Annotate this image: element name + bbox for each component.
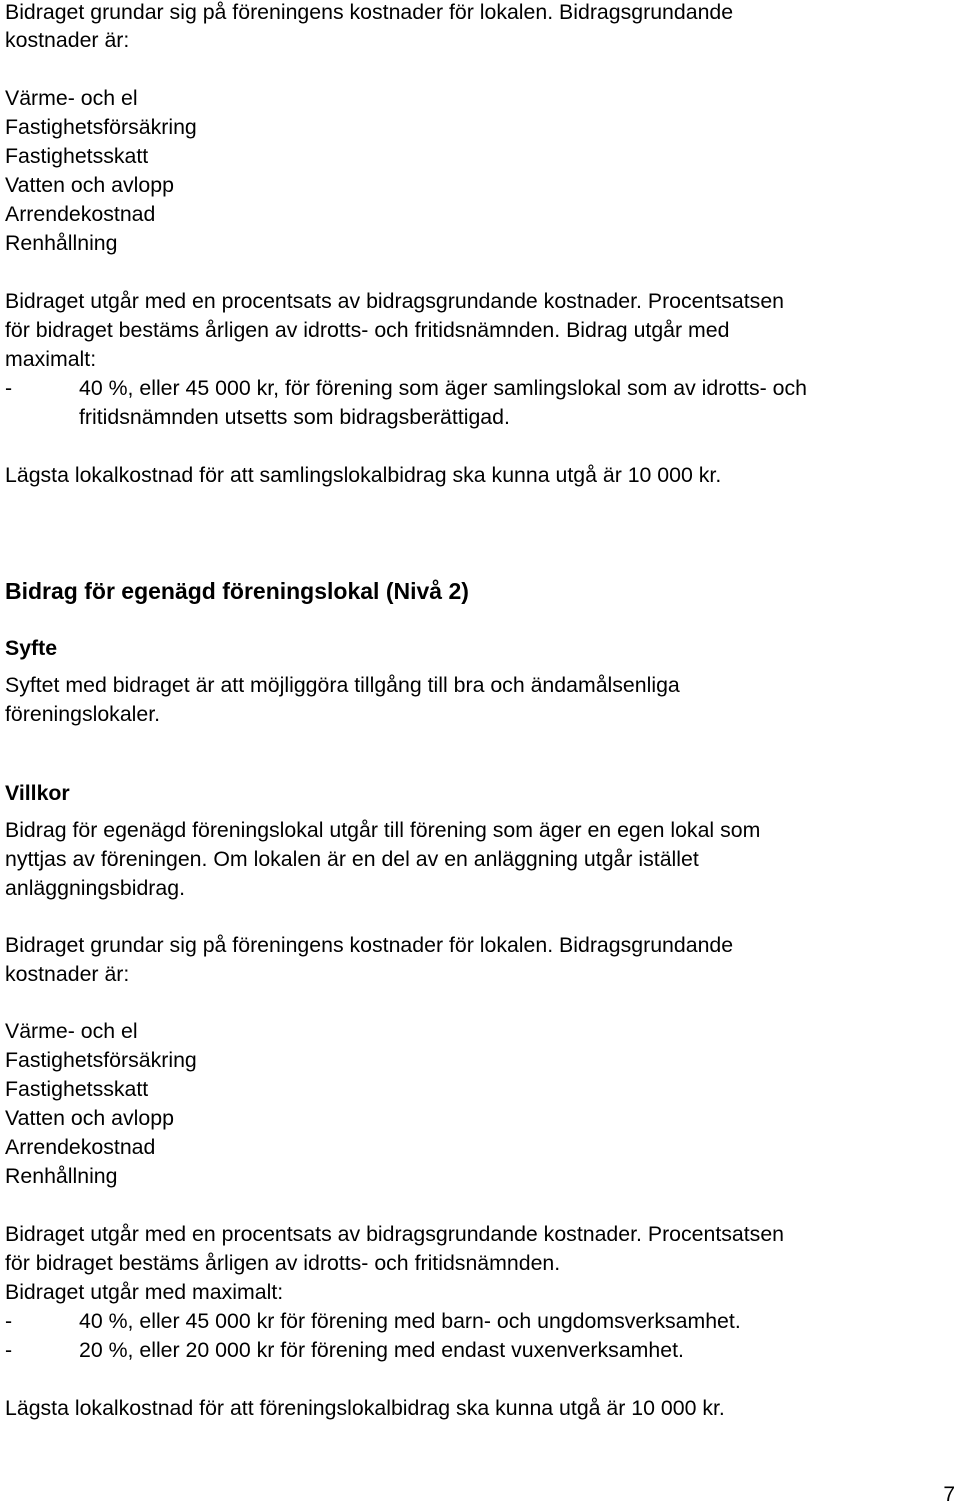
paragraph-line: Bidraget utgår med en procentsats av bidragsgrundande kostnader. Procentsatsen	[5, 289, 785, 313]
bullet-dash: -	[5, 1309, 13, 1333]
minimum-cost-note: Lägsta lokalkostnad för att samlingslokalbidrag ska kunna utgå är 10 000 kr.	[5, 463, 722, 487]
bullet-text: 40 %, eller 45 000 kr, för förening som äger samlingslokal som av idrotts- och	[79, 376, 807, 400]
paragraph-line: för bidraget bestäms årligen av idrotts- och fritidsnämnden. Bidrag utgår med	[5, 318, 730, 342]
paragraph-line: Bidrag för egenägd föreningslokal utgår till förening som äger en egen lokal som	[5, 818, 761, 842]
paragraph-line: Bidraget utgår med en procentsats av bidragsgrundande kostnader. Procentsatsen	[5, 1222, 785, 1246]
bullet-item	[5, 1307, 955, 1336]
cost-item: Fastighetsskatt	[5, 144, 149, 168]
bullet-dash: -	[5, 1338, 13, 1362]
conditions-heading: Villkor	[5, 781, 70, 805]
paragraph-line: nyttjas av föreningen. Om lokalen är en del av en anläggning utgår istället	[5, 847, 699, 871]
paragraph-line: Bidraget utgår med maximalt:	[5, 1280, 284, 1304]
cost-item: Arrendekostnad	[5, 1135, 156, 1159]
paragraph-line: Bidraget grundar sig på föreningens kostnader för lokalen. Bidragsgrundande	[5, 0, 734, 24]
document-body	[5, 0, 955, 1423]
paragraph-line: för bidraget bestäms årligen av idrotts- och fritidsnämnden.	[5, 1251, 561, 1275]
paragraph-line: Syftet med bidraget är att möjliggöra tillgång till bra och ändamålsenliga	[5, 673, 680, 697]
paragraph-line: föreningslokaler.	[5, 702, 161, 726]
cost-item: Värme- och el	[5, 86, 138, 110]
section-heading: Bidrag för egenägd föreningslokal (Nivå 2)	[5, 578, 469, 604]
purpose-heading: Syfte	[5, 636, 58, 660]
bullet-dash: -	[5, 376, 13, 400]
cost-item: Fastighetsförsäkring	[5, 1048, 197, 1072]
cost-list	[5, 84, 955, 258]
paragraph-line: maximalt:	[5, 347, 97, 371]
cost-item: Vatten och avlopp	[5, 173, 174, 197]
page-number: 7	[943, 1483, 955, 1506]
paragraph-line: kostnader är:	[5, 962, 130, 986]
paragraph-line: Bidraget grundar sig på föreningens kostnader för lokalen. Bidragsgrundande	[5, 933, 734, 957]
cost-item: Renhållning	[5, 231, 118, 255]
bullet-item	[5, 374, 955, 403]
bullet-item	[5, 1336, 955, 1365]
bullet-text: 20 %, eller 20 000 kr för förening med endast vuxenverksamhet.	[79, 1338, 684, 1362]
paragraph-line: anläggningsbidrag.	[5, 876, 185, 900]
cost-item: Fastighetsförsäkring	[5, 115, 197, 139]
bullet-text: 40 %, eller 45 000 kr för förening med barn- och ungdomsverksamhet.	[79, 1309, 741, 1333]
bullet-text-continued: fritidsnämnden utsetts som bidragsberättigad.	[79, 405, 510, 429]
cost-item: Fastighetsskatt	[5, 1077, 149, 1101]
cost-item: Värme- och el	[5, 1019, 138, 1043]
cost-list	[5, 1017, 955, 1191]
cost-item: Vatten och avlopp	[5, 1106, 174, 1130]
cost-item: Arrendekostnad	[5, 202, 156, 226]
cost-item: Renhållning	[5, 1164, 118, 1188]
minimum-cost-note: Lägsta lokalkostnad för att föreningslokalbidrag ska kunna utgå är 10 000 kr.	[5, 1396, 725, 1420]
section1	[5, 0, 955, 490]
section2	[5, 576, 955, 1423]
paragraph-line: kostnader är:	[5, 28, 130, 52]
